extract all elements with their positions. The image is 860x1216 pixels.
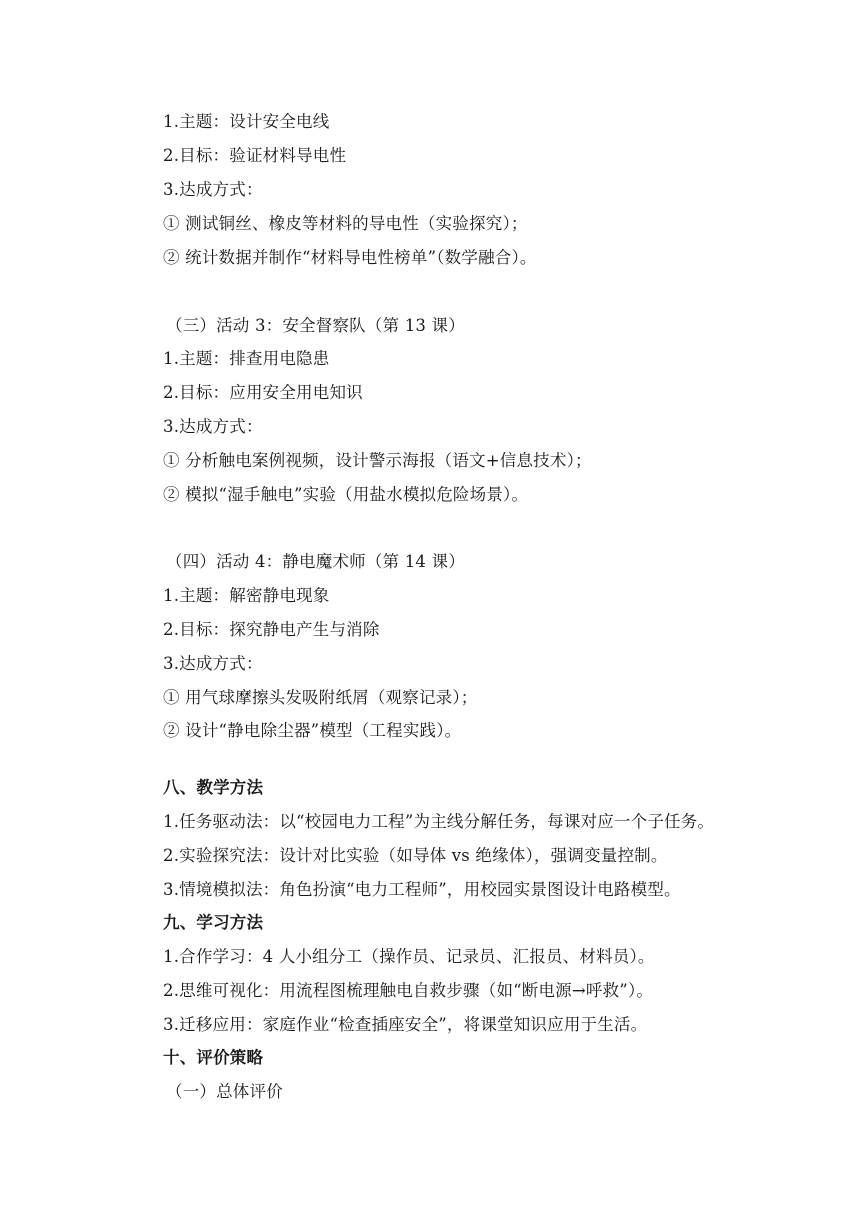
activity4-theme: 1.主题：解密静电现象 [163, 586, 330, 605]
section9-item-2: 2.思维可视化：用流程图梳理触电自救步骤（如“断电源→呼救”）。 [163, 981, 654, 1000]
activity3-step1: ① 分析触电案例视频，设计警示海报（语文+信息技术）； [163, 451, 592, 470]
section8-item-2: 2.实验探究法：设计对比实验（如导体 vs 绝缘体），强调变量控制。 [163, 846, 668, 865]
activity4-goal: 2.目标：探究静电产生与消除 [163, 620, 380, 639]
activity4-step1: ① 用气球摩擦头发吸附纸屑（观察记录）； [163, 688, 478, 707]
section10-sub1: （一）总体评价 [166, 1082, 283, 1101]
section10-heading: 十、评价策略 [163, 1048, 264, 1067]
activity3-title: （三）活动 3：安全督察队（第 13 课） [166, 316, 465, 335]
activity3-theme: 1.主题：排查用电隐患 [163, 349, 330, 368]
activity2-step1: ① 测试铜丝、橡皮等材料的导电性（实验探究）； [163, 214, 528, 233]
section8-item-1: 1.任务驱动法：以“校园电力工程”为主线分解任务，每课对应一个子任务。 [163, 812, 715, 831]
activity4-step2: ② 设计“静电除尘器”模型（工程实践）。 [163, 721, 462, 740]
activity2-method-label: 3.达成方式： [163, 180, 263, 199]
activity4-method-label: 3.达成方式： [163, 654, 263, 673]
section9-item-1: 1.合作学习：4 人小组分工（操作员、记录员、汇报员、材料员）。 [163, 947, 655, 966]
activity4-title: （四）活动 4：静电魔术师（第 14 课） [166, 552, 465, 571]
activity3-goal: 2.目标：应用安全用电知识 [163, 383, 363, 402]
section8-heading: 八、教学方法 [163, 778, 264, 797]
section8-item-3: 3.情境模拟法：角色扮演“电力工程师”，用校园实景图设计电路模型。 [163, 880, 681, 899]
activity3-step2: ② 模拟“湿手触电”实验（用盐水模拟危险场景）。 [163, 485, 529, 504]
activity2-step2: ② 统计数据并制作“材料导电性榜单”（数学融合）。 [163, 248, 537, 267]
section9-heading: 九、学习方法 [163, 913, 264, 932]
activity2-theme: 1.主题：设计安全电线 [163, 112, 330, 131]
activity2-goal: 2.目标：验证材料导电性 [163, 146, 347, 165]
section9-item-3: 3.迁移应用：家庭作业“检查插座安全”，将课堂知识应用于生活。 [163, 1015, 648, 1034]
activity3-method-label: 3.达成方式： [163, 417, 263, 436]
